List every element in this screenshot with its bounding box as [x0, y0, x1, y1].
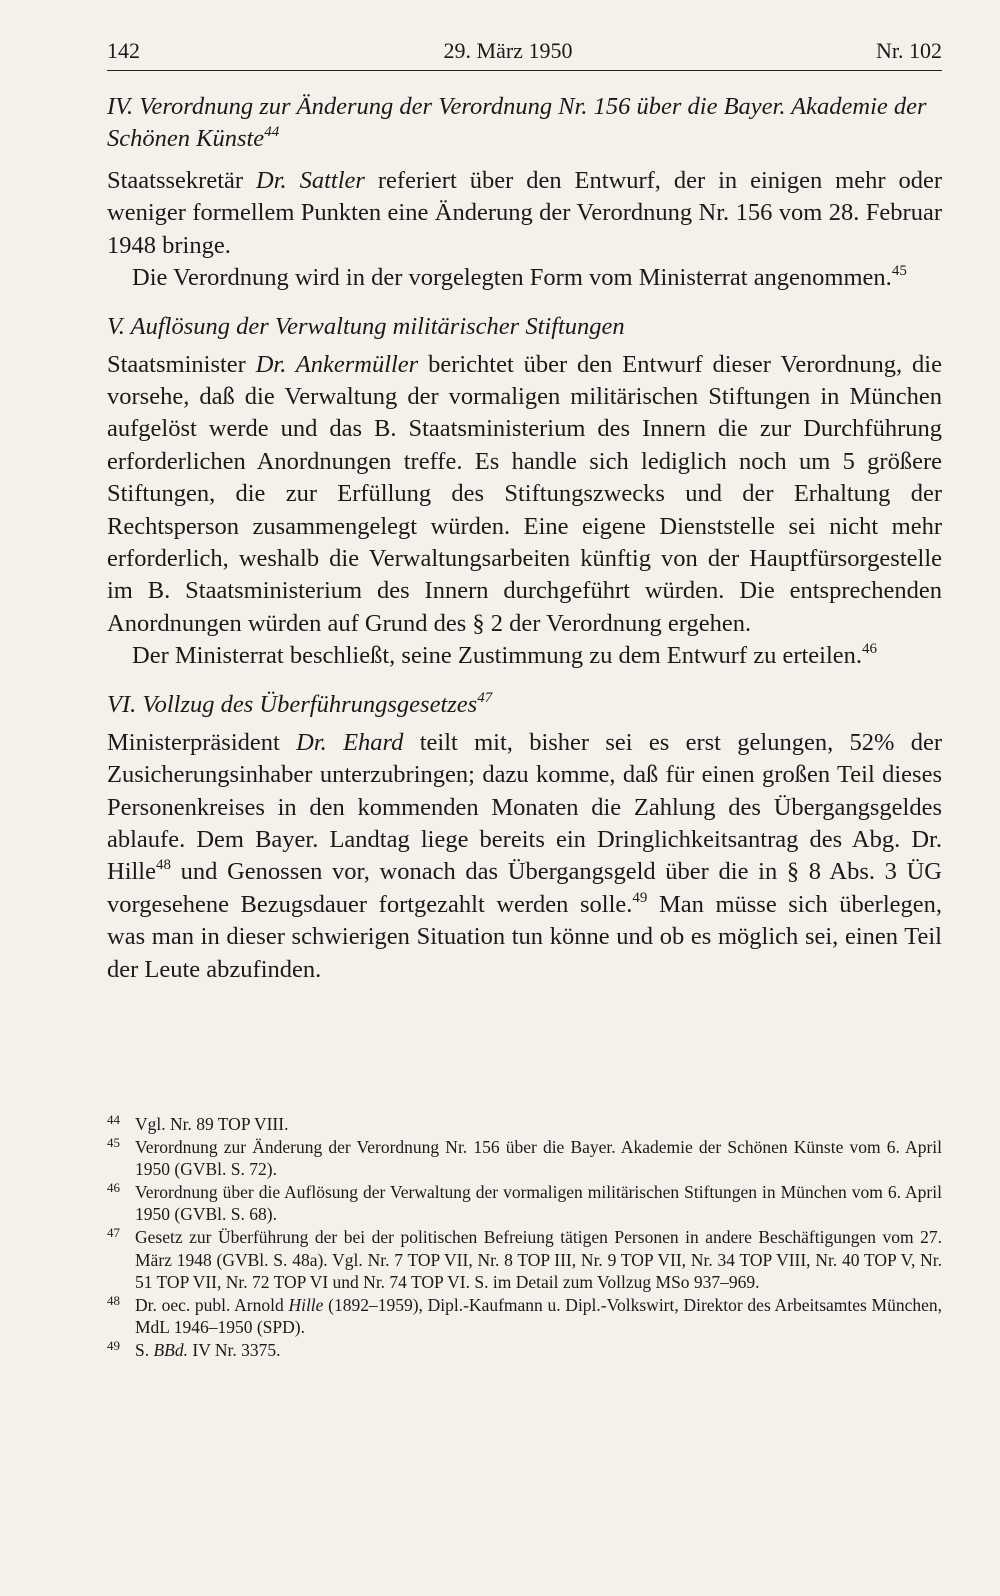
footnote-text: Verordnung zur Änderung der Verordnung Nr. 156 über die Bayer. Akademie der Schönen Künste vom 6. April 1950 (GVBl. S. 72). — [135, 1136, 942, 1180]
header-doc-number: Nr. 102 — [875, 38, 942, 63]
footnote-number: 45 — [107, 1134, 120, 1150]
section-iv-title: IV. Verordnung zur Änderung der Verordnung Nr. 156 über die Bayer. Akademie der Schönen Künste$^{44}$ — [107, 93, 927, 152]
section-v-paragraph-2: Der Ministerrat beschließt, seine Zustimmung zu dem Entwurf zu erteilen.$^{46}$ — [132, 641, 878, 670]
footnote-text: Vgl. Nr. 89 TOP VIII. — [135, 1114, 289, 1134]
person-name: Dr. Ehard — [296, 728, 404, 756]
footnote-45 — [107, 1136, 942, 1181]
footnote-number: 49 — [107, 1337, 120, 1353]
header-date: 29. März 1950 — [443, 38, 573, 63]
footnote-ref-47[interactable]: 47 — [477, 689, 493, 706]
section-vi-paragraph-1: Ministerpräsident Dr. Ehard teilt mit, bisher sei es erst gelungen, 52% der Zusicherungsinhaber unterzubringen; dazu komme, daß für einen großen Teil dieses Personenkreises in den kommenden Monaten die Zahlung des Übergangsgeldes ablaufe. Dem Bayer. Landtag liege bereits ein Dringlichkeitsantrag des Abg. Dr. Hille$^{48}$ und Genossen vor, wonach das Übergangsgeld über die in § 8 Abs. 3 ÜG vorgesehene Bezugsdauer fortgezahlt werden solle.$^{49}$ Man müsse sich überlegen, was man in dieser schwierigen Situation tun könne und ob es möglich sei, einen Teil der Leute abzufinden. — [107, 728, 943, 983]
footnote-number: 47 — [107, 1224, 120, 1240]
footnote-text: Dr. oec. publ. Arnold Hille (1892–1959), Dipl.-Kaufmann u. Dipl.-Volkswirt, Direktor des Arbeitsamtes München, MdL 1946–1950 (SPD). — [135, 1294, 942, 1338]
footnote-number: 48 — [107, 1292, 120, 1308]
section-iv-paragraph-1: Staatssekretär Dr. Sattler referiert über den Entwurf, der in einigen mehr oder weniger formellem Punkten eine Änderung der Verordnung Nr. 156 vom 28. Februar 1948 bringe. — [107, 167, 943, 259]
running-header — [107, 38, 942, 71]
section-vi-title: VI. Vollzug des Überführungsgesetzes$^{47}$ — [107, 689, 493, 718]
footnote-46 — [107, 1181, 942, 1226]
page-body — [107, 38, 942, 986]
person-name: Dr. Ankermüller — [255, 350, 419, 378]
footnotes — [107, 1113, 942, 1362]
footnote-number: 44 — [107, 1112, 120, 1127]
footnote-ref-44[interactable]: 44 — [264, 124, 280, 140]
footnote-ref-45[interactable]: 45 — [891, 263, 907, 280]
footnote-text: S. BBd. IV Nr. 3375. — [135, 1339, 281, 1360]
footnote-text: Verordnung über die Auflösung der Verwaltung der vormaligen militärischen Stiftungen in München vom 6. April 1950 (GVBl. S. 68). — [135, 1181, 942, 1225]
footnote-ref-49[interactable]: 49 — [632, 889, 648, 906]
footnote-ref-48[interactable]: 48 — [156, 857, 171, 874]
footnote-47 — [107, 1226, 942, 1294]
footnote-44 — [107, 1113, 942, 1136]
section-iv-paragraph-2: Die Verordnung wird in der vorgelegten Form vom Ministerrat angenommen.$^{45}$ — [132, 263, 907, 292]
section-v-paragraph-1: Staatsminister Dr. Ankermüller berichtet über den Entwurf dieser Verordnung, die vorsehe, daß die Verwaltung der vormaligen militärischen Stiftungen in München aufgelöst werde und das B. Staatsministerium des Innern die zur Durchführung erforderlichen Anordnungen treffe. Es handle sich lediglich noch um 5 größere Stiftungen, die zur Erfüllung des Stiftungszwecks und der Erhaltung der Rechtsperson zusammengelegt würden. Eine eigene Dienststelle sei nicht mehr erforderlich, weshalb die Verwaltungsarbeiten künftig von der Hauptfürsorgestelle im B. Staatsministerium des Innern durchgeführt würden. Die entsprechenden Anordnungen würden auf Grund des § 2 der Verordnung ergehen. — [107, 350, 942, 637]
section-v-title: V. Auflösung der Verwaltung militärischer Stiftungen — [107, 312, 625, 340]
footnote-49 — [107, 1339, 942, 1362]
footnote-ref-46[interactable]: 46 — [862, 641, 878, 658]
footnote-text: Gesetz zur Überführung der bei der politischen Befreiung tätigen Personen in andere Beschäftigungen vom 27. März 1948 (GVBl. S. 48a). Vgl. Nr. 7 TOP VII, Nr. 8 TOP III, Nr. 9 TOP VII, Nr. 34 TOP VIII, Nr. 40 TOP V, Nr. 51 TOP VII, Nr. 72 TOP VI und Nr. 74 TOP VI. S. im Detail zum Vollzug MSo 937–969. — [135, 1226, 942, 1293]
page-number: 142 — [107, 38, 140, 63]
person-name: Dr. Sattler — [256, 167, 365, 194]
footnote-number: 46 — [107, 1179, 120, 1195]
footnote-48 — [107, 1294, 942, 1339]
